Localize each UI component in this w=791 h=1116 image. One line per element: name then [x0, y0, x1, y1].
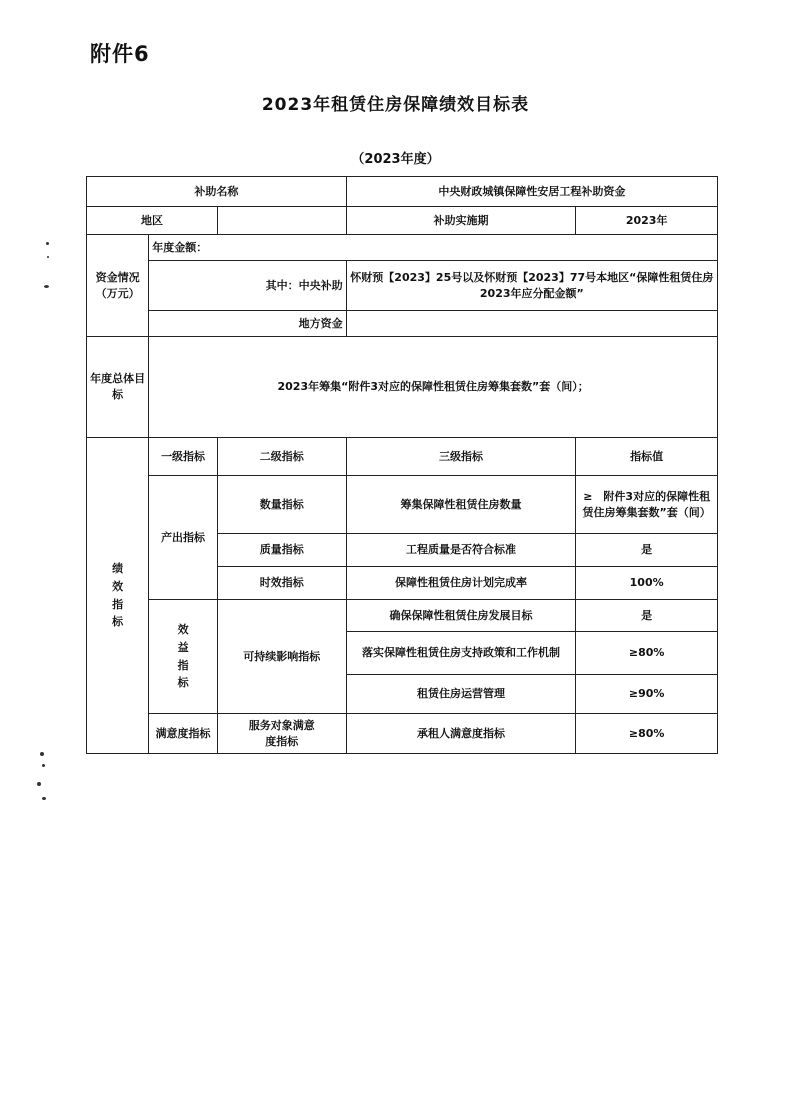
- table-row-satisfaction: [87, 714, 718, 754]
- benefit-3-level3: 租赁住房运营管理: [346, 675, 576, 714]
- performance-target-table: [86, 176, 718, 754]
- page-title: 2023年租赁住房保障绩效目标表: [261, 95, 530, 115]
- quantity-level2: 数量指标: [217, 476, 346, 534]
- annual-goal-value: 2023年筹集“附件3对应的保障性租赁住房筹集套数”套（间）；: [149, 337, 718, 438]
- scan-speck: [46, 242, 49, 245]
- quality-value: 是: [576, 534, 718, 567]
- benefit-indicator-label: 效益指标: [149, 600, 218, 714]
- table-row-annual-amount: [87, 235, 718, 261]
- table-row-quantity: [87, 476, 718, 534]
- benefit-level2: 可持续影响指标: [217, 600, 346, 714]
- region-value: [217, 207, 346, 235]
- table-row-local-funds: [87, 311, 718, 337]
- benefit-1-level3: 确保保障性租赁住房发展目标: [346, 600, 576, 632]
- timeliness-level3: 保障性租赁住房计划完成率: [346, 567, 576, 600]
- satisfaction-level3: 承租人满意度指标: [346, 714, 576, 754]
- scan-speck: [40, 752, 44, 756]
- period-value: 2023年: [576, 207, 718, 235]
- subsidy-name-label: 补助名称: [87, 177, 347, 207]
- header-level2: 二级指标: [217, 438, 346, 476]
- header-value: 指标值: [576, 438, 718, 476]
- quantity-level3: 筹集保障性租赁住房数量: [346, 476, 576, 534]
- benefit-3-value: ≥90%: [576, 675, 718, 714]
- benefit-2-value: ≥80%: [576, 632, 718, 675]
- satisfaction-value: ≥80%: [576, 714, 718, 754]
- table-row-subsidy-name: [87, 177, 718, 207]
- timeliness-level2: 时效指标: [217, 567, 346, 600]
- scan-speck: [42, 764, 45, 767]
- quantity-value: ≥ 附件3对应的保障性租赁住房筹集套数”套（间）: [576, 476, 718, 534]
- table-row-annual-goal: [87, 337, 718, 438]
- attachment-label: 附件6: [90, 42, 150, 66]
- annual-amount-label: 年度金额：: [149, 235, 718, 261]
- central-subsidy-value: 怀财预【2023】25号以及怀财预【2023】77号本地区“保障性租赁住房2023年应分配金额”: [346, 261, 717, 311]
- table-row-region: [87, 207, 718, 235]
- timeliness-value: 100%: [576, 567, 718, 600]
- local-funds-value: [346, 311, 717, 337]
- benefit-1-value: 是: [576, 600, 718, 632]
- satisfaction-indicator-label: 满意度指标: [149, 714, 218, 754]
- funds-label: 资金情况（万元）: [87, 235, 149, 337]
- region-label: 地区: [87, 207, 218, 235]
- table-row-benefit-1: [87, 600, 718, 632]
- quality-level3: 工程质量是否符合标准: [346, 534, 576, 567]
- period-label: 补助实施期: [346, 207, 576, 235]
- scan-speck: [37, 782, 41, 786]
- annual-goal-label: 年度总体目标: [87, 337, 149, 438]
- table-row-central-subsidy: [87, 261, 718, 311]
- output-indicator-label: 产出指标: [149, 476, 218, 600]
- table-row-indicator-header: [87, 438, 718, 476]
- satisfaction-level2: 服务对象满意度指标: [217, 714, 346, 754]
- subsidy-name-value: 中央财政城镇保障性安居工程补助资金: [346, 177, 717, 207]
- scan-speck: [44, 285, 49, 288]
- central-subsidy-label: 其中：中央补助: [149, 261, 346, 311]
- year-label: （2023年度）: [351, 152, 440, 167]
- header-level1: 一级指标: [149, 438, 218, 476]
- scan-speck: [47, 256, 49, 258]
- header-level3: 三级指标: [346, 438, 576, 476]
- local-funds-label: 地方资金: [149, 311, 346, 337]
- performance-label: 绩效指标: [87, 438, 149, 754]
- benefit-2-level3: 落实保障性租赁住房支持政策和工作机制: [346, 632, 576, 675]
- quality-level2: 质量指标: [217, 534, 346, 567]
- scan-speck: [42, 797, 46, 800]
